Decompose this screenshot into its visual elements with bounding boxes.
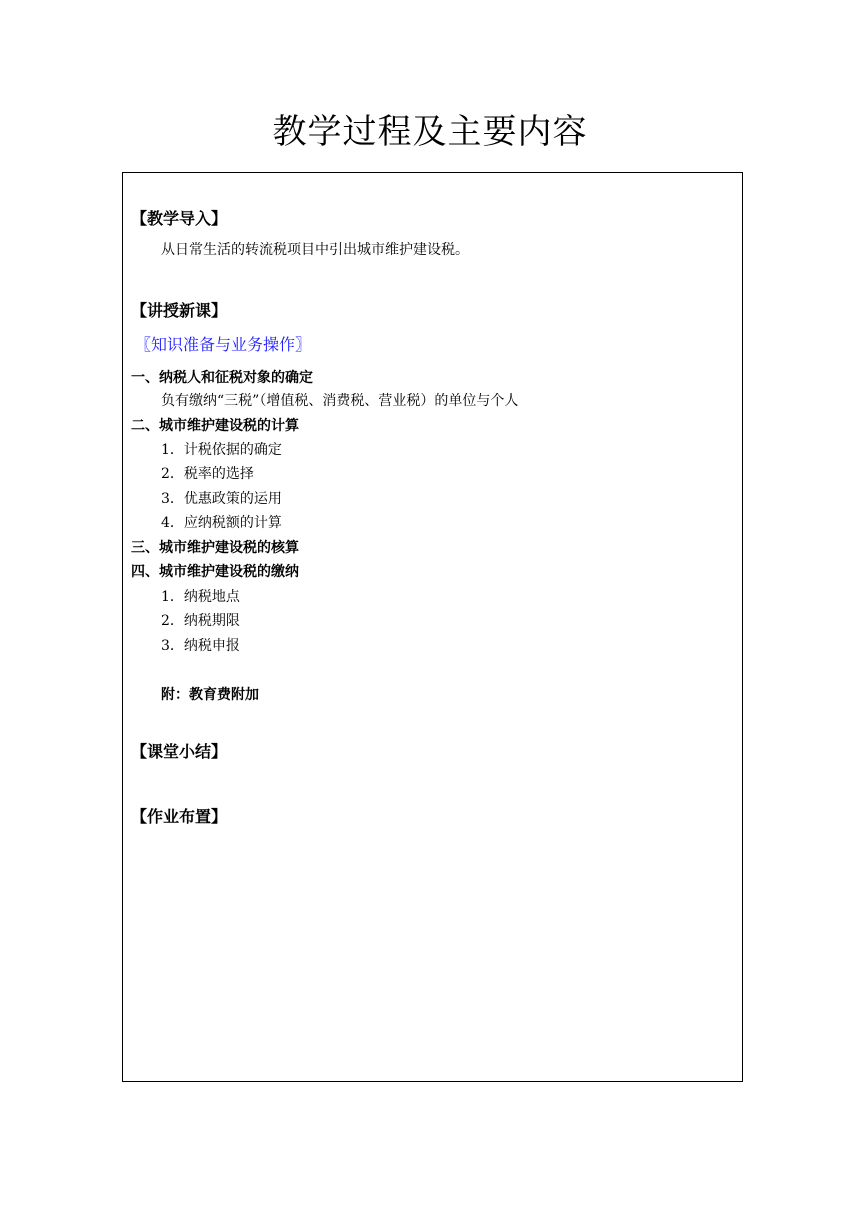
section-3-title: 三、城市维护建设税的核算: [131, 540, 299, 556]
page-title: 教学过程及主要内容: [272, 112, 588, 152]
section-2-title: 二、城市维护建设税的计算: [131, 418, 299, 434]
section-4-line-3: 3．纳税申报: [161, 638, 240, 654]
section-2-line-4: 4．应纳税额的计算: [161, 515, 282, 531]
intro-heading: 【教学导入】: [131, 209, 228, 228]
section-1-line-1: 负有缴纳“三税”（增值税、消费税、营业税）的单位与个人: [161, 393, 519, 409]
section-1-title: 一、纳税人和征税对象的确定: [131, 370, 313, 386]
summary-heading: 【课堂小结】: [131, 742, 228, 761]
new-lesson-heading: 【讲授新课】: [131, 301, 228, 320]
section-4-title: 四、城市维护建设税的缴纳: [131, 564, 299, 580]
homework-heading: 【作业布置】: [131, 807, 228, 826]
module-heading: 〖知识准备与业务操作〗: [135, 335, 312, 354]
section-4-line-2: 2．纳税期限: [161, 613, 240, 629]
intro-text: 从日常生活的转流税项目中引出城市维护建设税。: [161, 242, 469, 258]
section-4-line-1: 1．纳税地点: [161, 589, 240, 605]
section-2-line-2: 2．税率的选择: [161, 466, 254, 482]
section-2-line-3: 3．优惠政策的运用: [161, 491, 282, 507]
appendix-line: 附：教育费附加: [161, 687, 259, 703]
content-box: [122, 172, 743, 1082]
section-2-line-1: 1．计税依据的确定: [161, 442, 282, 458]
